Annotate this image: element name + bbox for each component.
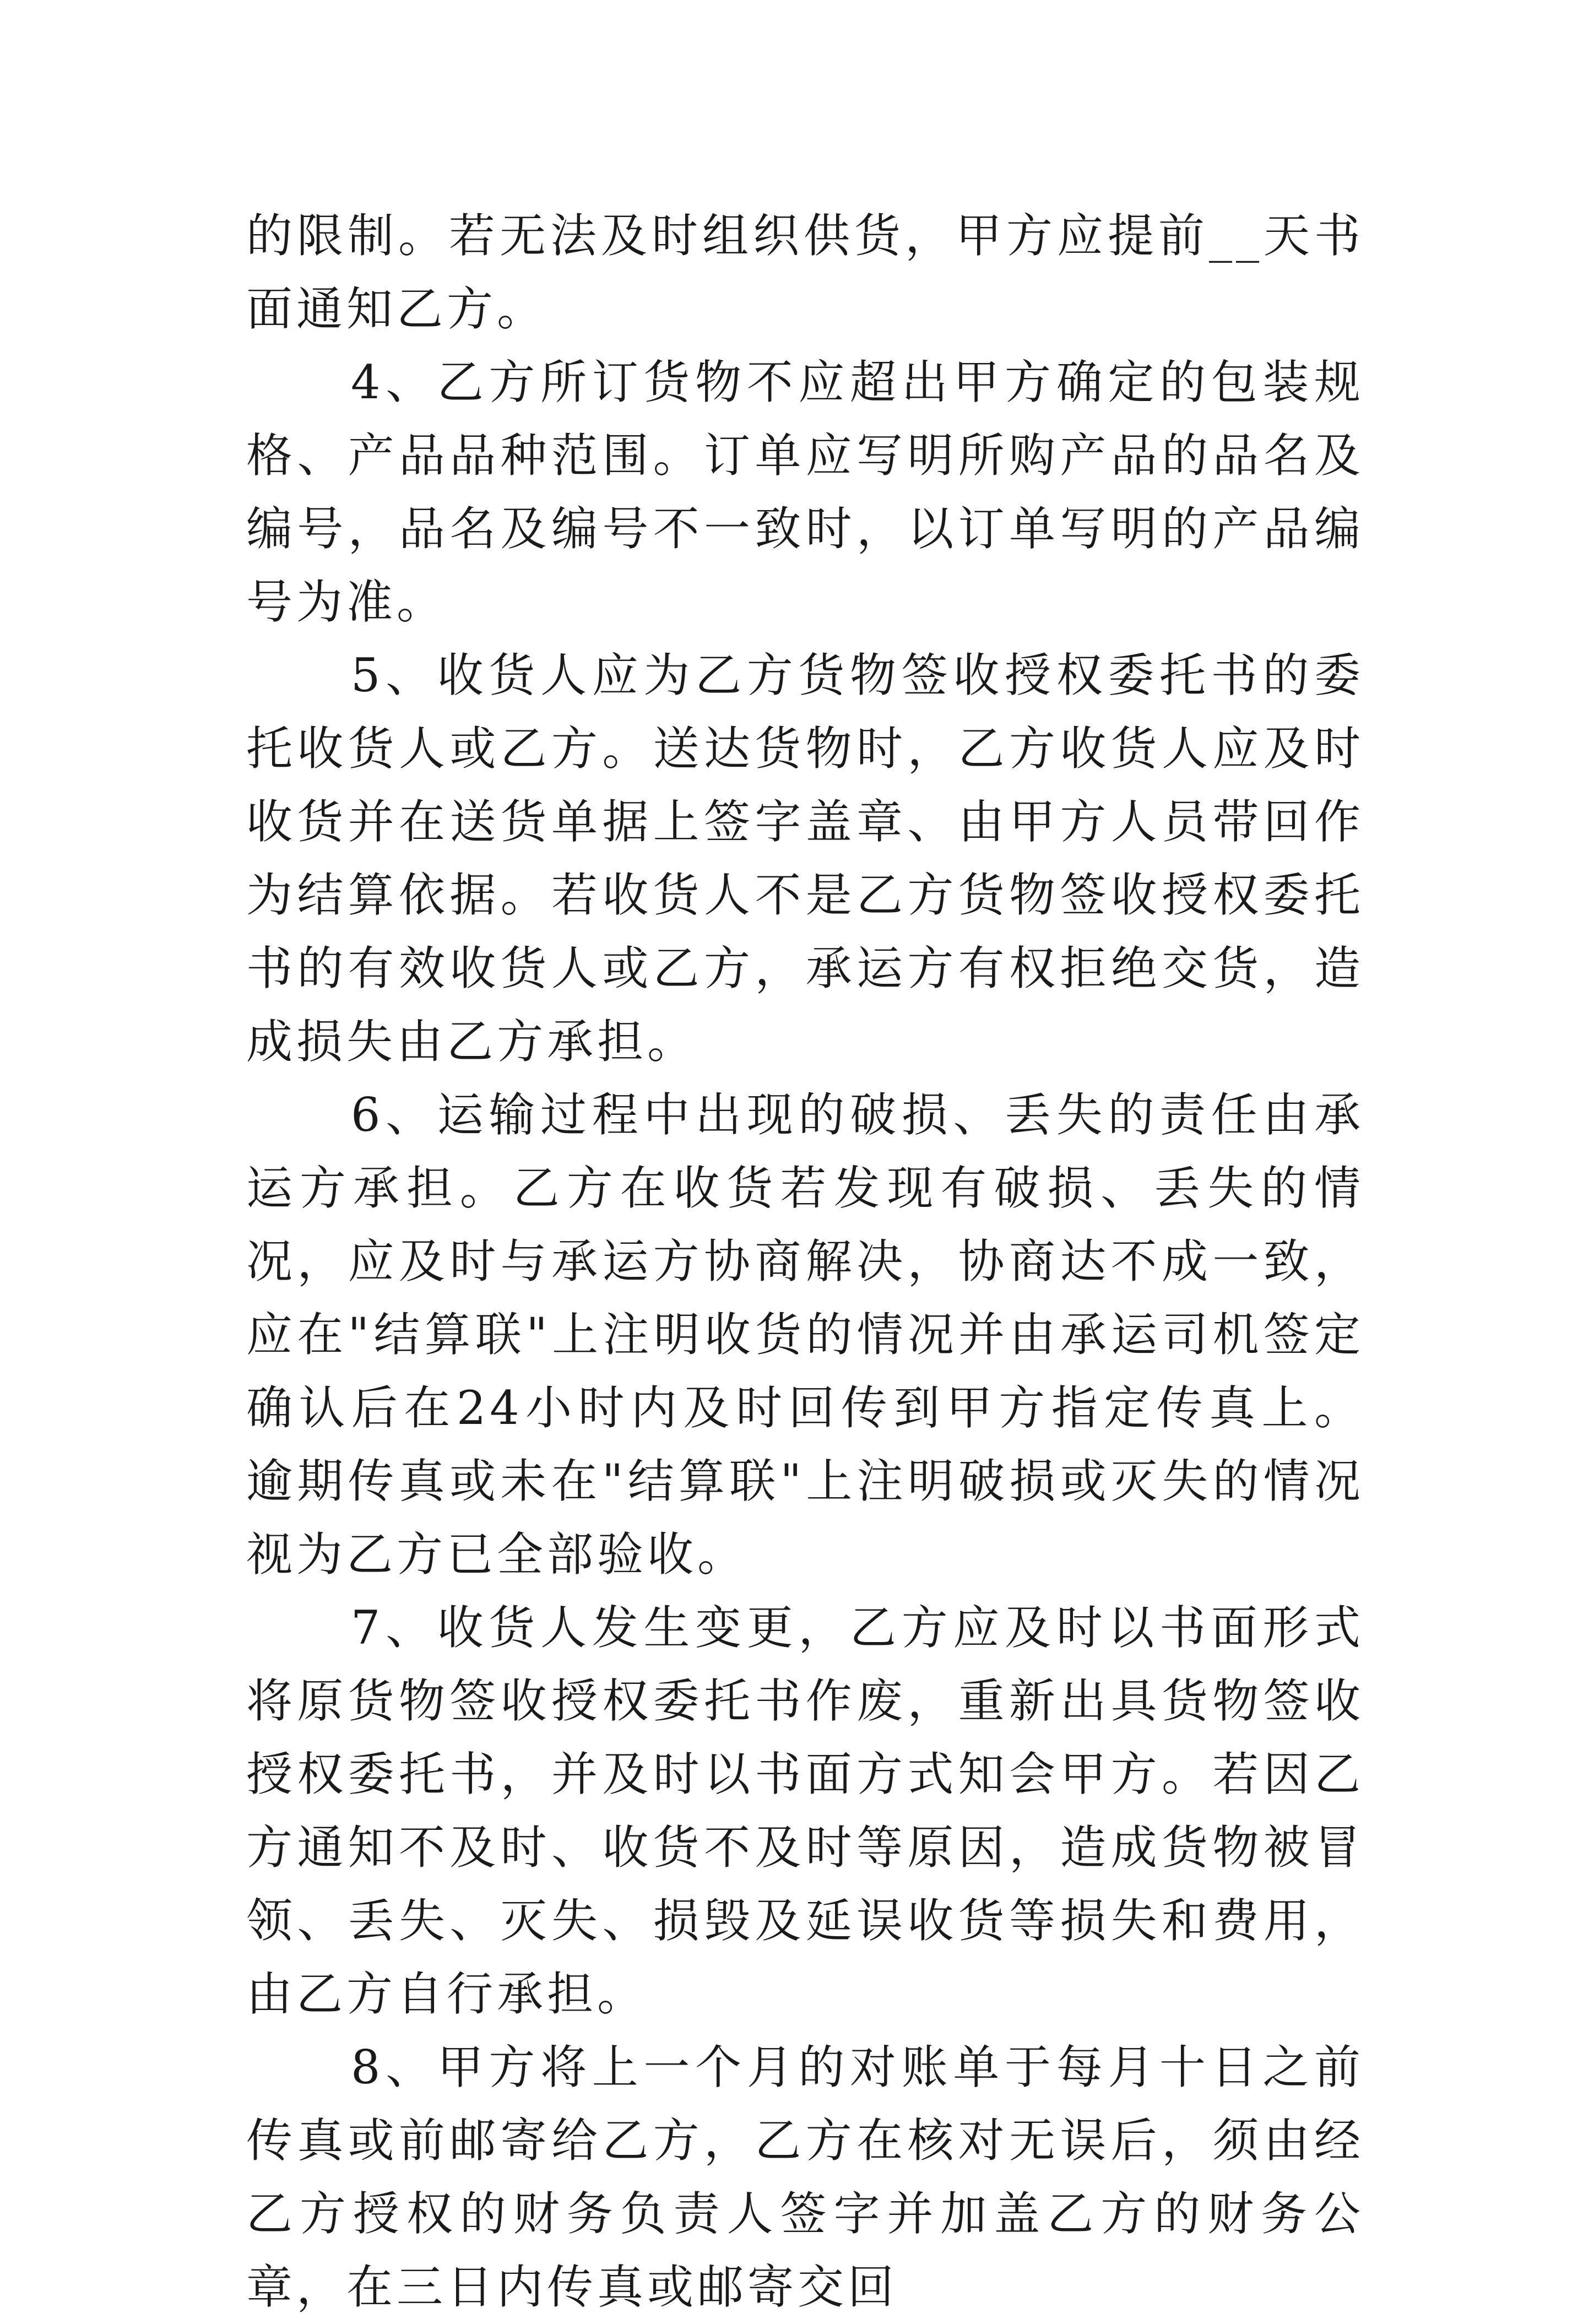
- paragraph-clause-6: 6、运输过程中出现的破损、丢失的责任由承运方承担。乙方在收货若发现有破损、丢失的情况，应及时与承运方协商解决，协商达不成一致，应在"结算联"上注明收货的情况并由承运司机签定确认后在24小时内及时回传到甲方指定传真上。逾期传真或未在"结算联"上注明破损或灭失的情况视为乙方已全部验收。: [246, 1088, 1364, 1581]
- paragraph-clause-7: 7、收货人发生变更，乙方应及时以书面形式将原货物签收授权委托书作废，重新出具货物签收授权委托书，并及时以书面方式知会甲方。若因乙方通知不及时、收货不及时等原因，造成货物被冒领、丢失、灭失、损毁及延误收货等损失和费用，由乙方自行承担。: [246, 1601, 1364, 2021]
- paragraph-clause-4: 4、乙方所订货物不应超出甲方确定的包装规格、产品品种范围。订单应写明所购产品的品名及编号，品名及编号不一致时，以订单写明的产品编号为准。: [246, 355, 1364, 629]
- paragraph-clause-5: 5、收货人应为乙方货物签收授权委托书的委托收货人或乙方。送达货物时，乙方收货人应及时收货并在送货单据上签字盖章、由甲方人员带回作为结算依据。若收货人不是乙方货物签收授权委托书的有效收货人或乙方，承运方有权拒绝交货，造成损失由乙方承担。: [246, 648, 1364, 1069]
- document-body: [246, 199, 1364, 2324]
- paragraph-clause-8: 8、甲方将上一个月的对账单于每月十日之前传真或前邮寄给乙方，乙方在核对无误后，须由经乙方授权的财务负责人签字并加盖乙方的财务公章，在三日内传真或邮寄交回: [246, 2040, 1364, 2314]
- paragraph-continuation: 的限制。若无法及时组织供货，甲方应提前__天书面通知乙方。: [246, 209, 1364, 336]
